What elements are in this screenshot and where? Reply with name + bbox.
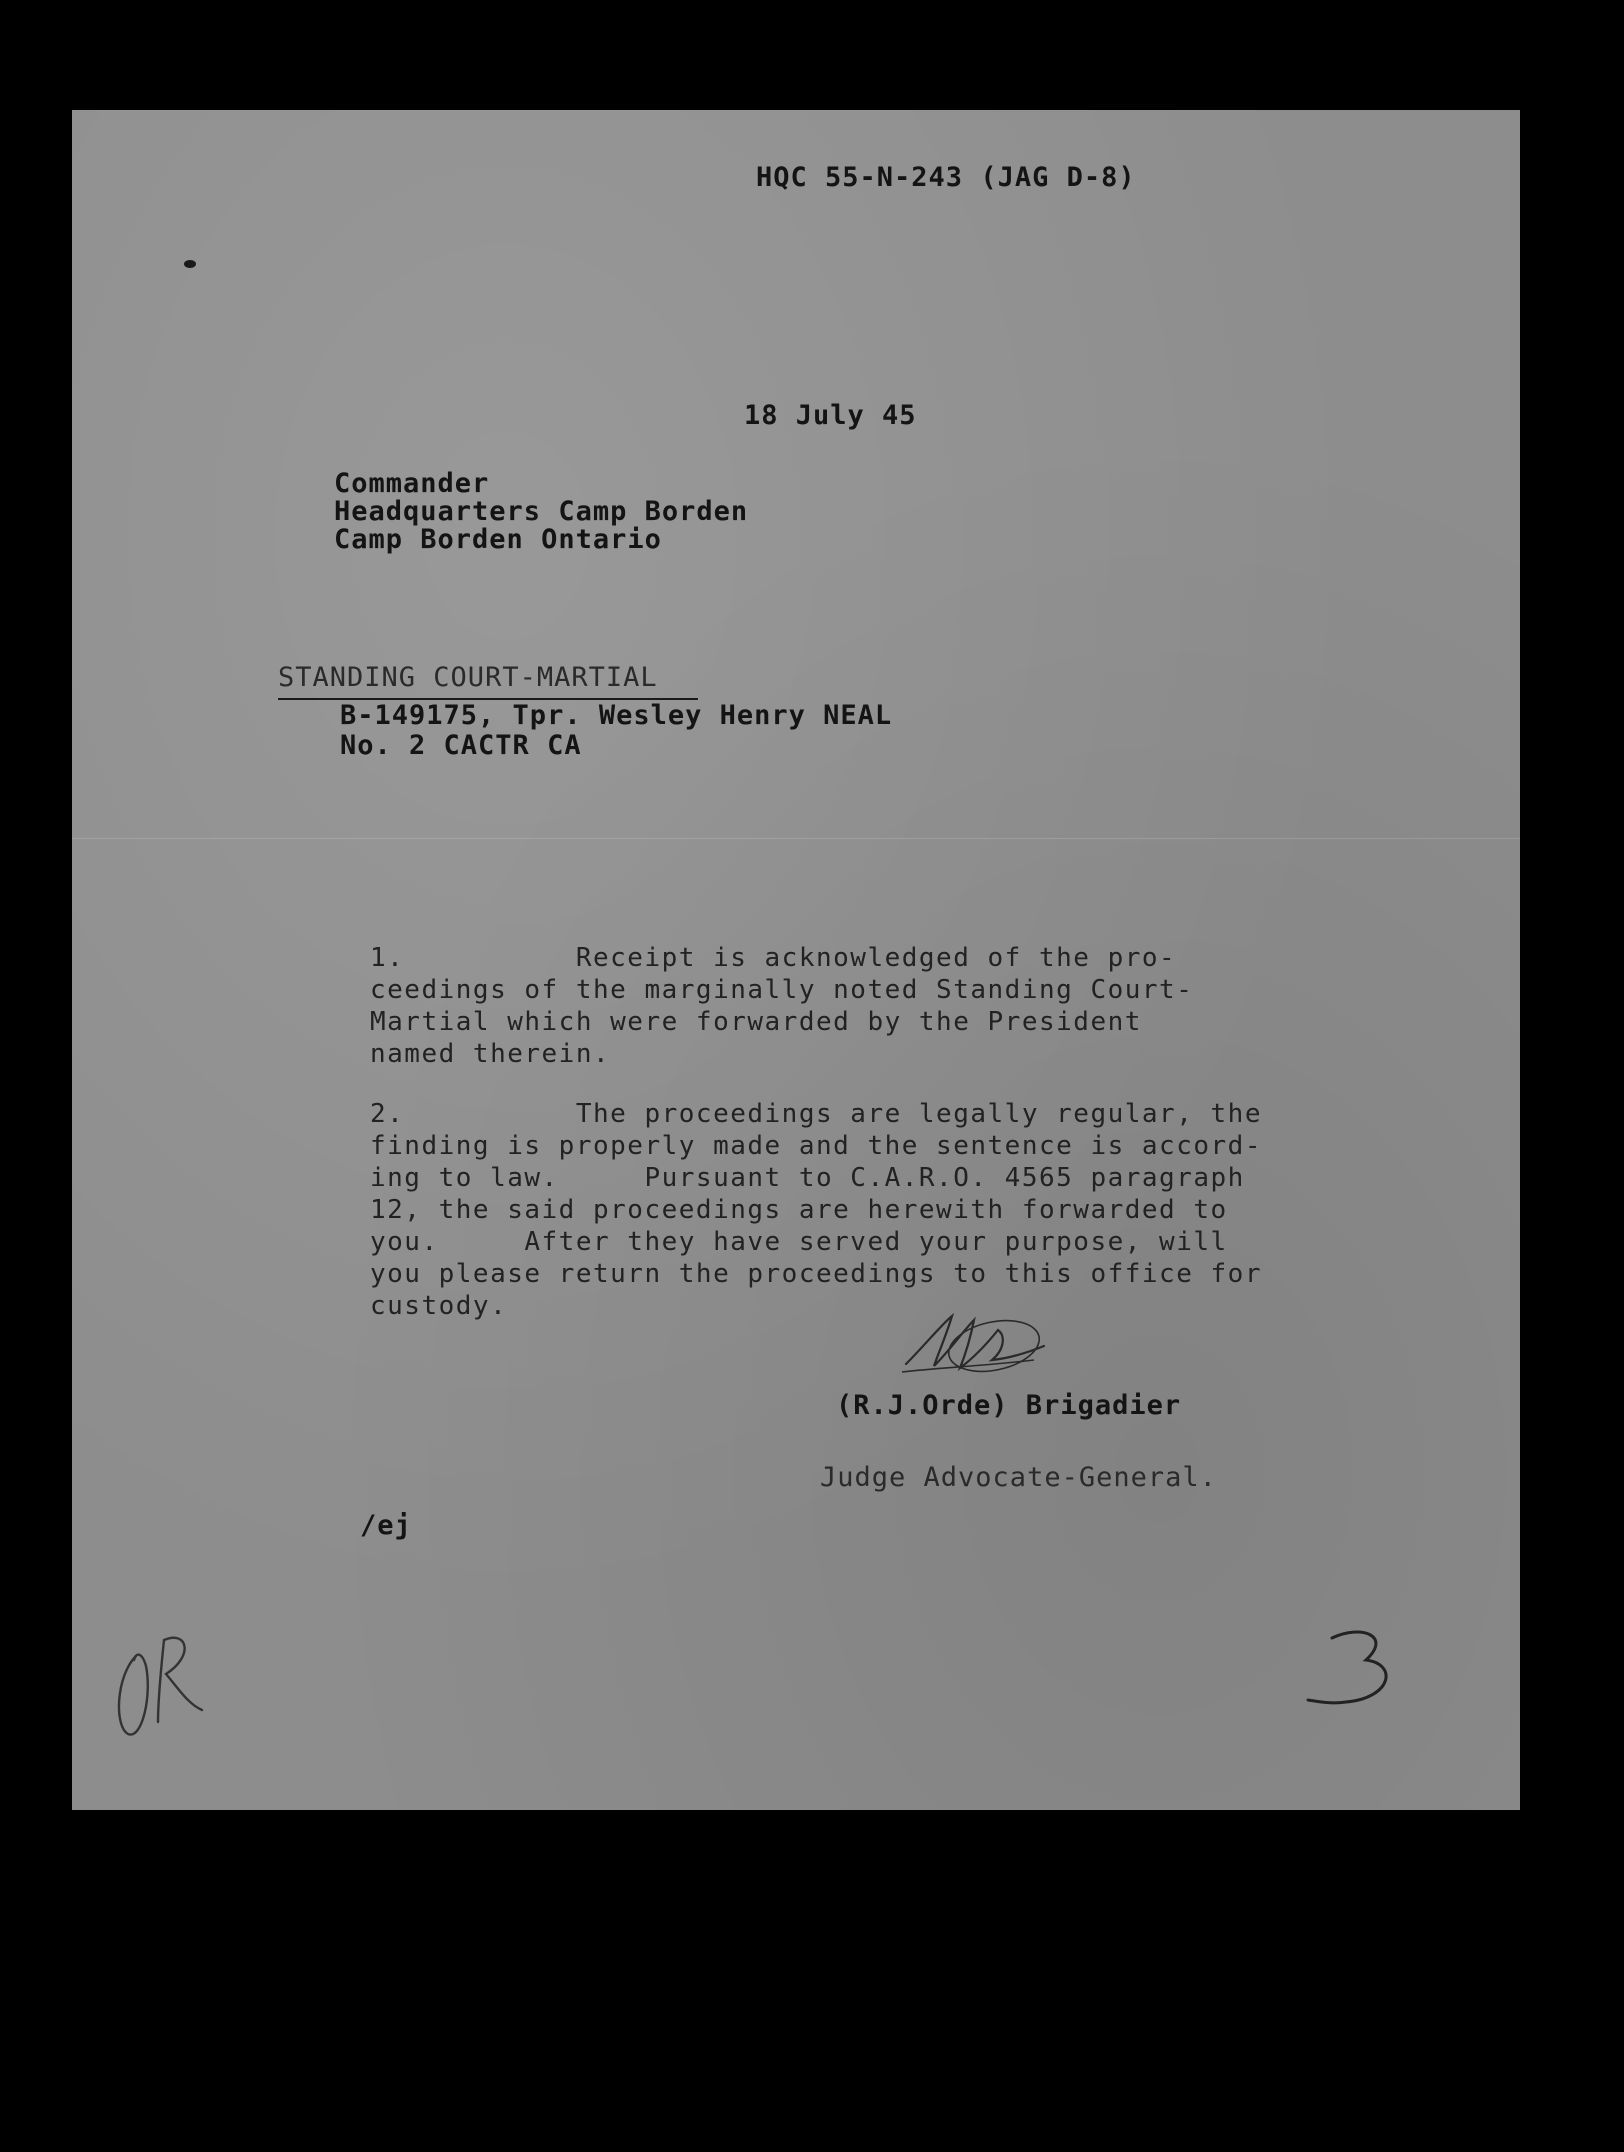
paragraph-line: 2. The proceedings are legally regular, the [370, 1099, 1262, 1129]
subject-heading: STANDING COURT-MARTIAL [278, 662, 658, 693]
paragraph-line: ing to law. Pursuant to C.A.R.O. 4565 paragraph [370, 1163, 1245, 1193]
addressee-line: Camp Borden Ontario [334, 524, 662, 555]
subject-line: B-149175, Tpr. Wesley Henry NEAL [340, 700, 893, 731]
paragraph-line: ceedings of the marginally noted Standing Court- [370, 975, 1194, 1005]
paragraph-line: you please return the proceedings to this office for [370, 1259, 1262, 1289]
fold-line [72, 838, 1520, 839]
signature-scrawl [894, 1306, 1054, 1386]
handwritten-annotation-left [106, 1626, 206, 1746]
ink-mark [184, 260, 196, 268]
addressee-line: Headquarters Camp Borden [334, 496, 749, 527]
paragraph-line: 1. Receipt is acknowledged of the pro- [370, 943, 1177, 973]
subject-line: No. 2 CACTR CA [340, 730, 582, 761]
paragraph-line: custody. [370, 1291, 508, 1321]
letter-date: 18 July 45 [744, 400, 917, 431]
handwritten-page-number [1302, 1618, 1412, 1718]
paragraph-line: finding is properly made and the sentence is accord- [370, 1131, 1262, 1161]
typist-initials: /ej [360, 1510, 412, 1541]
addressee-line: Commander [334, 468, 490, 499]
signature-name: (R.J.Orde) Brigadier [836, 1390, 1182, 1421]
paragraph-line: 12, the said proceedings are herewith forwarded to [370, 1195, 1228, 1225]
paragraph-line: Martial which were forwarded by the President [370, 1007, 1142, 1037]
document-sheet [72, 110, 1520, 1810]
reference-number: HQC 55-N-243 (JAG D-8) [756, 162, 1136, 193]
signatory-title: Judge Advocate-General. [820, 1462, 1217, 1493]
paragraph-line: named therein. [370, 1039, 611, 1069]
paragraph-line: you. After they have served your purpose, will [370, 1227, 1228, 1257]
